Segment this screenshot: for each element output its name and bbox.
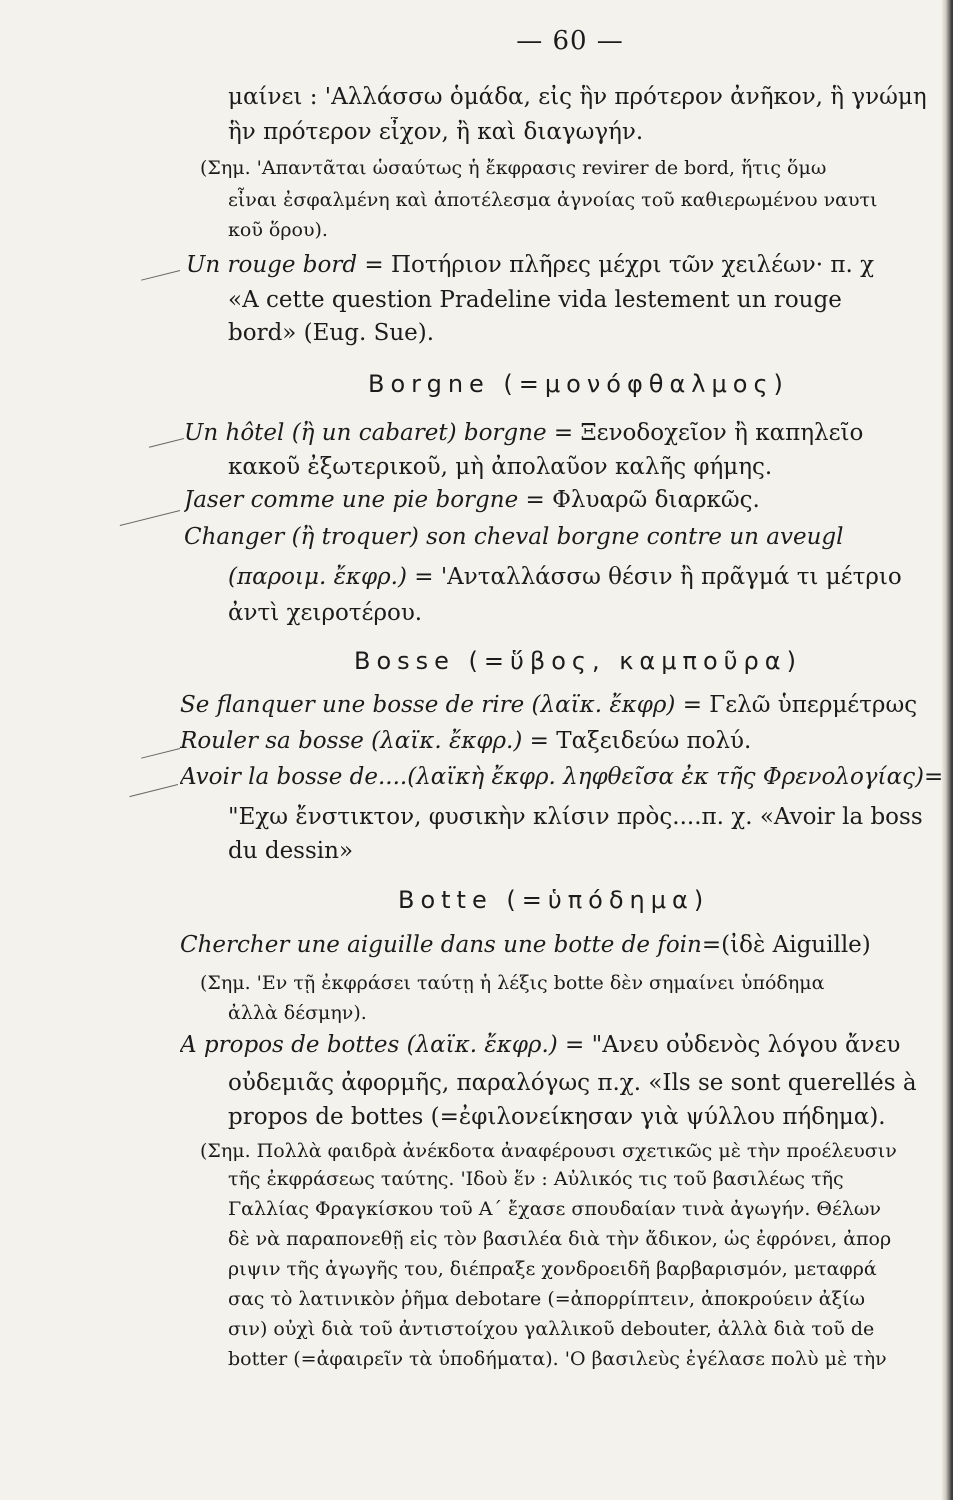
greek-translation: = Γελῶ ὑπερμέτρως <box>675 692 918 718</box>
note-line: δὲ νὰ παραπονεθῇ εἰς τὸν βασιλέα διὰ τὴν ἄδικον, ὡς ἐφρόνει, ἀπορ <box>228 1228 892 1250</box>
french-phrase: Chercher une aiguille dans une botte de foin <box>180 932 702 958</box>
note-line: εἶναι ἐσφαλμένη καὶ ἀποτέλεσμα ἀγνοίας τοῦ καθιερωμένου ναυτι <box>228 189 878 211</box>
entry-line <box>180 930 946 960</box>
note-line: Γαλλίας Φραγκίσκου τοῦ Α΄ ἔχασε σπουδαίαν τινὰ ἀγωγήν. Θέλων <box>228 1198 881 1220</box>
greek-translation: = "Ανευ οὐδενὸς λόγου ἄνευ <box>557 1032 901 1058</box>
entry-line <box>180 1030 946 1060</box>
text-line: propos de bottes (=ἐφιλονείκησαν γιὰ ψύλλου πήδημα). <box>228 1104 886 1130</box>
text-line: ἣν πρότερον εἶχον, ἢ καὶ διαγωγήν. <box>228 119 644 145</box>
entry-line: Changer (ἢ troquer) son cheval borgne contre un aveugl <box>184 524 844 550</box>
entry-line <box>184 418 946 448</box>
margin-mark <box>120 510 180 526</box>
french-phrase: Un rouge bord <box>186 252 358 278</box>
note-line: botter (=ἀφαιρεῖν τὰ ὑποδήματα). 'Ο βασιλεὺς ἐγέλασε πολὺ μὲ τὴν <box>228 1348 887 1370</box>
section-heading-bosse: Bosse (=ὕβος, καμποῦρα) <box>354 647 802 675</box>
note-line: κοῦ ὅρου). <box>228 219 328 241</box>
french-phrase: Avoir la bosse de....(λαϊκὴ ἔκφρ. ληφθεῖσα ἐκ τῆς Φρενολογίας) <box>180 764 924 790</box>
entry-line <box>228 562 946 592</box>
french-phrase: Un hôtel (ἢ un cabaret) borgne <box>184 420 547 446</box>
entry-line <box>186 250 946 280</box>
note-line: ἀλλὰ δέσμην). <box>228 1002 367 1024</box>
greek-translation: = 'Ανταλλάσσω θέσιν ἢ πρᾶγμά τι μέτριο <box>406 564 902 590</box>
note-line: σιν) οὐχὶ διὰ τοῦ ἀντιστοίχου γαλλικοῦ debouter, ἀλλὰ διὰ τοῦ de <box>228 1318 875 1340</box>
french-phrase: Jaser comme une pie borgne <box>184 487 519 513</box>
margin-mark <box>129 784 178 797</box>
french-phrase: Se flanquer une bosse de rire (λαϊκ. ἔκφρ) <box>180 692 676 718</box>
text-line: ἀντὶ χειροτέρου. <box>228 600 423 626</box>
note-line: (Σημ. 'Απαντᾶται ὡσαύτως ἡ ἔκφρασις revirer de bord, ἥτις ὅμω <box>200 157 827 179</box>
text-line: bord» (Eug. Sue). <box>228 320 435 346</box>
page-number: — 60 — <box>516 26 624 56</box>
greek-translation: = Ποτήριον πλῆρες μέχρι τῶν χειλέων· π. χ <box>357 252 875 278</box>
text-line: "Εχω ἔνστικτον, φυσικὴν κλίσιν πρὸς....π. χ. «Avoir la boss <box>228 804 923 830</box>
greek-translation: = Φλυαρῶ διαρκῶς. <box>518 487 760 513</box>
text-line: κακοῦ ἐξωτερικοῦ, μὴ ἀπολαῦον καλῆς φήμης. <box>228 454 773 480</box>
note-line: (Σημ. Πολλὰ φαιδρὰ ἀνέκδοτα ἀναφέρουσι σχετικῶς μὲ τὴν προέλευσιν <box>200 1140 897 1162</box>
note-line: σας τὸ λατινικὸν ῥῆμα debotare (=ἀπορρίπτειν, ἀποκρούειν ἀξίω <box>228 1288 866 1310</box>
section-heading-borgne: Borgne (=μονόφθαλμος) <box>368 370 789 398</box>
french-phrase: Rouler sa bosse (λαϊκ. ἔκφρ.) <box>180 728 523 754</box>
section-heading-botte: Botte (=ὑπόδημα) <box>398 886 710 914</box>
equals-sign: = <box>923 764 944 790</box>
note-line: τῆς ἐκφράσεως ταύτης. 'Ιδοὺ ἕν : Αὐλικός τις τοῦ βασιλέως τῆς <box>228 1168 844 1190</box>
text-line: du dessin» <box>228 838 354 864</box>
greek-translation: = Ταξειδεύω πολύ. <box>522 728 752 754</box>
greek-translation: = Ξενοδοχεῖον ἢ καπηλεῖο <box>546 420 864 446</box>
entry-line <box>180 690 946 720</box>
note-line: ριψιν τῆς ἀγωγῆς του, διέπραξε χονδροειδῆ βαρβαρισμόν, μεταφρά <box>228 1258 877 1280</box>
text-line: οὐδεμιᾶς ἀφορμῆς, παραλόγως π.χ. «Ils se sont querellés à <box>228 1070 917 1096</box>
margin-mark <box>141 270 180 281</box>
note-line: (Σημ. 'Εν τῇ ἐκφράσει ταύτῃ ἡ λέξις botte δὲν σημαίνει ὑπόδημα <box>200 972 825 994</box>
usage-note: (παροιμ. ἔκφρ.) <box>228 564 407 590</box>
entry-line <box>184 485 944 515</box>
entry-line <box>180 726 946 756</box>
margin-mark <box>141 748 180 759</box>
text-line: μαίνει : 'Αλλάσσω ὁμάδα, εἰς ἣν πρότερον ἀνῆκον, ἣ γνώμη <box>228 84 927 110</box>
text-line: «A cette question Pradeline vida lestement un rouge <box>228 287 842 313</box>
margin-mark <box>149 438 184 448</box>
french-phrase: A propos de bottes (λαϊκ. ἔκφρ.) <box>180 1032 558 1058</box>
entry-line <box>180 762 946 792</box>
cross-reference: =(ἰδὲ Aiguille) <box>701 932 871 958</box>
